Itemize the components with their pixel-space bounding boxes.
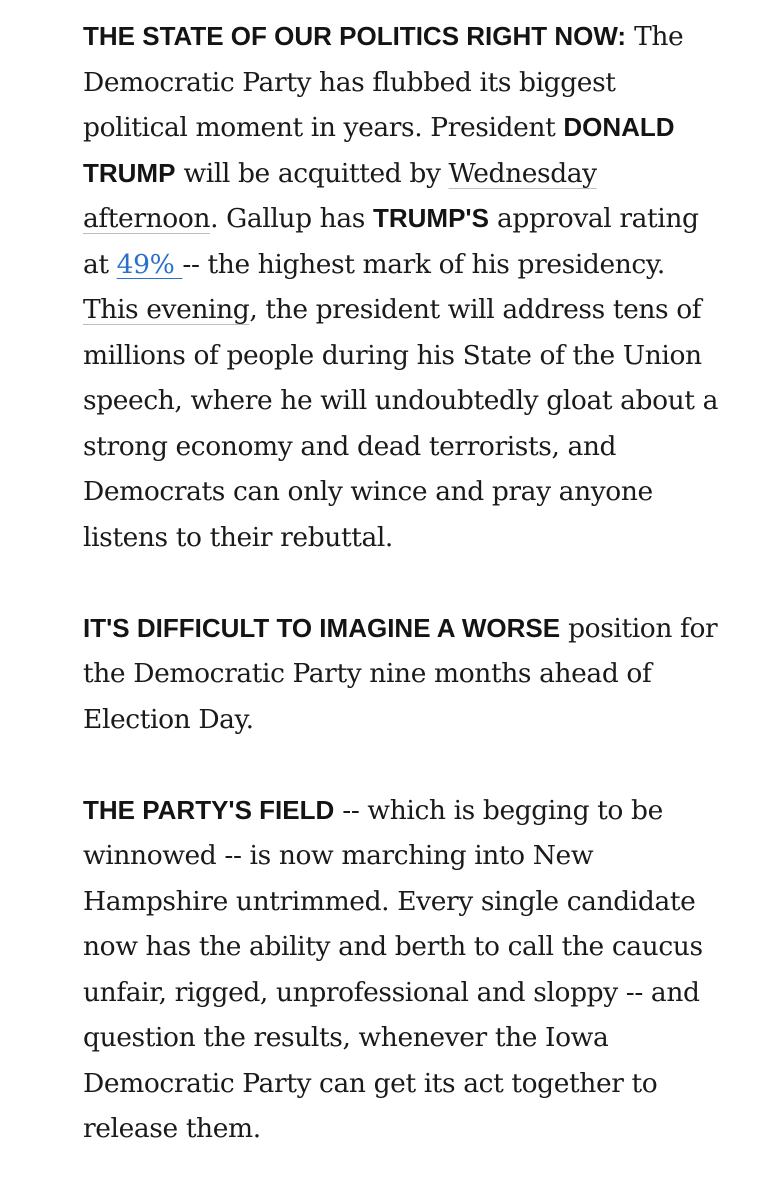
paragraph-text: position for the Democratic Party nine months ahead of Election Day. bbox=[83, 612, 718, 735]
date-link-wednesday-afternoon[interactable]: Wednesday afternoon bbox=[83, 157, 597, 234]
approval-rating-link[interactable]: 49% bbox=[116, 248, 183, 280]
paragraph-text: , the president will address tens of millions of people during his State of the Union speech, where he will undoubtedly gloat about a strong economy and dead terrorists, and Democrats can only wince and pray anyone listens to their rebuttal. bbox=[83, 294, 718, 553]
paragraph-text: . Gallup has bbox=[210, 203, 373, 234]
paragraph-state-of-politics bbox=[83, 14, 723, 560]
paragraph-partys-field bbox=[83, 788, 723, 1152]
paragraph-text: -- the highest mark of his presidency. bbox=[182, 248, 665, 280]
paragraph-text: will be acquitted by bbox=[175, 157, 449, 189]
paragraph-text: The Democratic Party has flubbed its biggest political moment in years. President bbox=[83, 21, 684, 143]
paragraph-text: -- which is begging to be winnowed -- is now marching into New Hampshire untrimmed. Every single candidate now has the ability and berth to call the caucus unfair, rigged, unprofessional and sloppy -- and question the results, whenever the Iowa Democratic Party can get its act together to release them. bbox=[83, 794, 703, 1144]
paragraph-text: approval rating at bbox=[83, 203, 699, 280]
paragraph-kicker: IT'S DIFFICULT TO IMAGINE A WORSE bbox=[83, 612, 561, 643]
bold-name-trumps: TRUMP'S bbox=[372, 203, 489, 233]
bold-name-donald-trump: DONALD TRUMP bbox=[83, 112, 675, 188]
paragraph-kicker: THE STATE OF OUR POLITICS RIGHT NOW: bbox=[83, 21, 627, 51]
date-link-this-evening[interactable]: This evening bbox=[83, 294, 250, 325]
paragraph-kicker: THE PARTY'S FIELD bbox=[83, 794, 335, 825]
paragraph-difficult-to-imagine bbox=[83, 606, 723, 743]
article-body bbox=[83, 14, 723, 1197]
